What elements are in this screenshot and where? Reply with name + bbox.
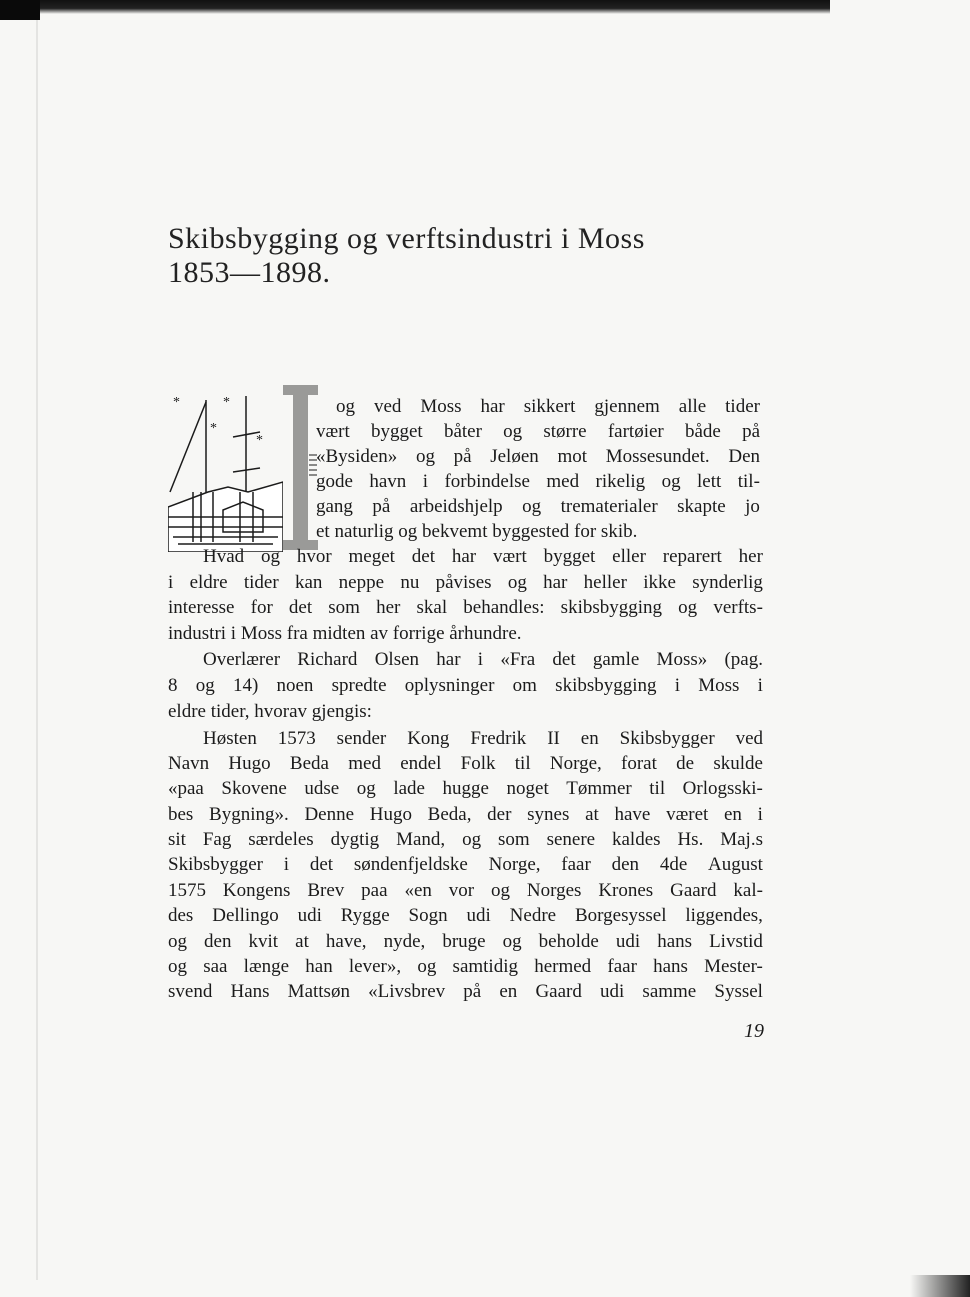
word: og bbox=[336, 396, 355, 417]
word: og bbox=[261, 546, 280, 567]
word: paa bbox=[361, 880, 388, 901]
word: Beda bbox=[289, 753, 329, 774]
word: der bbox=[487, 804, 512, 825]
word: bruge bbox=[442, 931, 486, 952]
word: og bbox=[462, 829, 482, 850]
word: om bbox=[512, 675, 537, 696]
word: at bbox=[295, 931, 309, 952]
word: saa bbox=[203, 956, 228, 977]
word: samtidig bbox=[452, 956, 518, 977]
word: og bbox=[415, 446, 435, 467]
word: og bbox=[356, 778, 376, 799]
word: 8 bbox=[168, 675, 178, 696]
word: med bbox=[546, 471, 580, 492]
word: og bbox=[507, 572, 527, 593]
word: sit bbox=[168, 829, 186, 850]
word: (pag. bbox=[724, 649, 763, 670]
word: II bbox=[547, 728, 560, 749]
word: og bbox=[417, 956, 437, 977]
word: faar bbox=[607, 956, 637, 977]
page-gutter bbox=[36, 20, 38, 1280]
word: eldre bbox=[189, 572, 228, 593]
word: Hugo bbox=[228, 753, 271, 774]
word: bygget bbox=[371, 421, 423, 442]
word: særdeles bbox=[248, 829, 314, 850]
word: Hans bbox=[230, 981, 270, 1002]
word: har bbox=[451, 546, 477, 567]
word: her bbox=[376, 597, 401, 618]
word: sender bbox=[336, 728, 387, 749]
word: har bbox=[543, 572, 568, 593]
word: faar bbox=[561, 854, 591, 875]
word: Moss bbox=[420, 396, 462, 417]
word: nyde, bbox=[383, 931, 426, 952]
text-line bbox=[203, 648, 763, 672]
word: søndenfjeldske bbox=[353, 854, 468, 875]
text-line bbox=[203, 727, 763, 751]
word: til bbox=[649, 778, 666, 799]
word: interesse bbox=[168, 597, 235, 618]
word: længe bbox=[243, 956, 290, 977]
word: spredte bbox=[331, 675, 387, 696]
word: på bbox=[453, 446, 472, 467]
text-line bbox=[316, 495, 760, 519]
word: have bbox=[614, 804, 651, 825]
word: kan bbox=[294, 572, 323, 593]
word: senere bbox=[546, 829, 596, 850]
svg-text:*: * bbox=[173, 395, 180, 410]
word: «Livsbrev bbox=[368, 981, 446, 1002]
word: Beda, bbox=[427, 804, 472, 825]
word: har bbox=[436, 649, 461, 670]
word: en bbox=[499, 981, 518, 1002]
word: Mand, bbox=[396, 829, 446, 850]
word: rikelig bbox=[595, 471, 646, 492]
text-line bbox=[168, 904, 763, 928]
word: kvit bbox=[248, 931, 279, 952]
word: påvises bbox=[435, 572, 492, 593]
word: på bbox=[742, 421, 760, 442]
word: har bbox=[480, 396, 505, 417]
word: synes bbox=[527, 804, 570, 825]
chapter-title: Skibsbygging og verftsindustri i Moss bbox=[168, 222, 645, 255]
word: Skovene bbox=[221, 778, 287, 799]
scan-edge-corner bbox=[0, 0, 40, 20]
word: vært bbox=[492, 546, 527, 567]
word: Orlogsski- bbox=[682, 778, 763, 799]
word: udi bbox=[297, 905, 322, 926]
word: samme bbox=[642, 981, 697, 1002]
text-line bbox=[168, 777, 763, 801]
word: den bbox=[204, 931, 232, 952]
word: Bygning». bbox=[209, 804, 289, 825]
word: udi bbox=[466, 905, 491, 926]
word: forat bbox=[621, 753, 657, 774]
word: gamle bbox=[592, 649, 640, 670]
word: hermed bbox=[534, 956, 592, 977]
word: Mossesundet. bbox=[605, 446, 710, 467]
word: en bbox=[724, 804, 742, 825]
word: gjennem bbox=[594, 396, 660, 417]
svg-text:*: * bbox=[256, 433, 263, 448]
text-line: industri i Moss fra midten av forrige århundre. bbox=[168, 623, 522, 644]
word: Norge, bbox=[488, 854, 541, 875]
text-line bbox=[168, 596, 763, 620]
word: August bbox=[708, 854, 763, 875]
word: til- bbox=[737, 471, 760, 492]
text-line bbox=[168, 980, 763, 1004]
word: beholde bbox=[538, 931, 599, 952]
word: på bbox=[463, 981, 482, 1002]
scan-edge-top bbox=[0, 0, 830, 14]
word: som bbox=[497, 829, 530, 850]
word: og bbox=[168, 956, 187, 977]
word: en bbox=[580, 728, 599, 749]
word: udi bbox=[600, 981, 625, 1002]
text-line bbox=[168, 853, 763, 877]
text-line bbox=[168, 879, 763, 903]
word: og bbox=[522, 496, 542, 517]
word: i bbox=[422, 471, 429, 492]
word: behandles: bbox=[463, 597, 545, 618]
word: de bbox=[676, 753, 695, 774]
word: havn bbox=[369, 471, 407, 492]
word: Sogn bbox=[408, 905, 448, 926]
word: Jeløen bbox=[490, 446, 539, 467]
word: Den bbox=[728, 446, 760, 467]
word: reparert bbox=[662, 546, 722, 567]
text-line bbox=[168, 930, 763, 954]
word: trematerialer bbox=[560, 496, 658, 517]
word: «paa bbox=[168, 778, 204, 799]
word: Norge, bbox=[549, 753, 602, 774]
word: på bbox=[372, 496, 391, 517]
text-line bbox=[168, 828, 763, 852]
word: Nedre bbox=[509, 905, 557, 926]
word: noen bbox=[276, 675, 314, 696]
text-line bbox=[336, 395, 760, 419]
word: skulde bbox=[713, 753, 763, 774]
word: Brev bbox=[307, 880, 345, 901]
svg-text:*: * bbox=[223, 395, 230, 410]
svg-text:*: * bbox=[210, 421, 217, 436]
word: oplysninger bbox=[404, 675, 495, 696]
word: større bbox=[543, 421, 587, 442]
word: Dellingo bbox=[212, 905, 279, 926]
word: Kongens bbox=[222, 880, 291, 901]
word: skal bbox=[416, 597, 448, 618]
word: og bbox=[503, 421, 523, 442]
word: og bbox=[661, 471, 681, 492]
word: arbeidshjelp bbox=[409, 496, 503, 517]
word: «Bysiden» bbox=[316, 446, 398, 467]
word: skibsbygging bbox=[555, 675, 657, 696]
word: og bbox=[502, 931, 522, 952]
word: gang bbox=[316, 496, 353, 517]
text-line bbox=[316, 420, 760, 444]
word: Moss» bbox=[656, 649, 708, 670]
word: bes bbox=[168, 804, 194, 825]
word: forbindelse bbox=[444, 471, 530, 492]
word: vor bbox=[448, 880, 475, 901]
word: have, bbox=[325, 931, 367, 952]
chapter-years: 1853—1898. bbox=[168, 256, 331, 289]
word: udse bbox=[304, 778, 340, 799]
word: Høsten bbox=[203, 728, 257, 749]
text-line: eldre tider, hvorav gjengis: bbox=[168, 701, 372, 722]
word: verfts- bbox=[713, 597, 763, 618]
word: Mattsøn bbox=[287, 981, 350, 1002]
word: for bbox=[250, 597, 273, 618]
word: været bbox=[666, 804, 709, 825]
word: mot bbox=[557, 446, 588, 467]
text-line bbox=[316, 470, 760, 494]
word: her bbox=[738, 546, 763, 567]
word: Hugo bbox=[369, 804, 412, 825]
word: den bbox=[611, 854, 640, 875]
text-line bbox=[168, 752, 763, 776]
word: Borgesyssel bbox=[574, 905, 667, 926]
word: liggendes, bbox=[685, 905, 763, 926]
word: hans bbox=[657, 931, 693, 952]
word: ved bbox=[735, 728, 763, 749]
word: neppe bbox=[338, 572, 385, 593]
word: Skibsbygger bbox=[168, 854, 263, 875]
text-line bbox=[168, 674, 763, 698]
word: tider bbox=[725, 396, 760, 417]
word: det bbox=[552, 649, 576, 670]
page-number: 19 bbox=[744, 1020, 764, 1042]
word: 1573 bbox=[277, 728, 316, 749]
word: og bbox=[168, 931, 187, 952]
word: tider bbox=[243, 572, 279, 593]
text-line bbox=[168, 571, 763, 595]
word: og bbox=[490, 880, 510, 901]
word: og bbox=[195, 675, 215, 696]
drop-cap-initial bbox=[283, 385, 318, 550]
word: heller bbox=[583, 572, 627, 593]
word: lett bbox=[697, 471, 722, 492]
word: båter bbox=[443, 421, 482, 442]
word: kal- bbox=[733, 880, 763, 901]
word: Denne bbox=[304, 804, 355, 825]
word: «en bbox=[404, 880, 432, 901]
word: 14) bbox=[232, 675, 259, 696]
word: Tømmer bbox=[566, 778, 632, 799]
word: eller bbox=[612, 546, 646, 567]
word: både bbox=[684, 421, 721, 442]
word: Gaard bbox=[535, 981, 582, 1002]
word: med bbox=[348, 753, 381, 774]
word: skibsbygging bbox=[560, 597, 663, 618]
text-line: et naturlig og bekvemt byggested for skib. bbox=[316, 521, 638, 542]
ship-illustration-icon bbox=[168, 392, 283, 552]
word: Richard bbox=[297, 649, 358, 670]
word: synderlig bbox=[692, 572, 763, 593]
word: 4de bbox=[659, 854, 688, 875]
word: og bbox=[678, 597, 698, 618]
word: «Fra bbox=[500, 649, 536, 670]
word: Overlærer bbox=[203, 649, 281, 670]
word: bygget bbox=[543, 546, 596, 567]
word: Skibsbygger bbox=[619, 728, 715, 749]
word: han bbox=[305, 956, 333, 977]
word: Fag bbox=[202, 829, 232, 850]
text-line bbox=[316, 445, 760, 469]
word: i bbox=[757, 675, 763, 696]
word: alle bbox=[678, 396, 707, 417]
word: des bbox=[168, 905, 194, 926]
word: Maj.s bbox=[720, 829, 763, 850]
word: Livstid bbox=[709, 931, 763, 952]
word: sikkert bbox=[523, 396, 576, 417]
scan-edge-bottom bbox=[910, 1275, 970, 1297]
word: til bbox=[514, 753, 531, 774]
word: endel bbox=[400, 753, 442, 774]
word: Folk bbox=[460, 753, 496, 774]
word: Syssel bbox=[714, 981, 763, 1002]
word: skapte bbox=[677, 496, 726, 517]
word: meget bbox=[348, 546, 395, 567]
word: hans bbox=[653, 956, 688, 977]
word: at bbox=[585, 804, 599, 825]
word: lever», bbox=[348, 956, 402, 977]
word: dygtig bbox=[330, 829, 380, 850]
word: Gaard bbox=[670, 880, 717, 901]
word: i bbox=[283, 854, 290, 875]
word: hvor bbox=[296, 546, 332, 567]
word: Hvad bbox=[203, 546, 245, 567]
word: Navn bbox=[168, 753, 210, 774]
word: udi bbox=[615, 931, 641, 952]
word: i bbox=[674, 675, 681, 696]
word: svend bbox=[168, 981, 213, 1002]
word: Kong bbox=[407, 728, 450, 749]
word: ikke bbox=[643, 572, 676, 593]
word: Hs. bbox=[677, 829, 704, 850]
word: Rygge bbox=[340, 905, 390, 926]
word: Krones bbox=[598, 880, 654, 901]
word: Olsen bbox=[374, 649, 420, 670]
word: hugge bbox=[442, 778, 489, 799]
text-line bbox=[168, 955, 763, 979]
word: vært bbox=[316, 421, 350, 442]
word: i bbox=[477, 649, 484, 670]
word: noget bbox=[506, 778, 549, 799]
word: gode bbox=[316, 471, 353, 492]
word: kaldes bbox=[612, 829, 661, 850]
word: i bbox=[757, 804, 763, 825]
word: det bbox=[411, 546, 436, 567]
word: Norges bbox=[526, 880, 582, 901]
word: Mester- bbox=[704, 956, 763, 977]
word: lade bbox=[393, 778, 425, 799]
word: Moss bbox=[698, 675, 740, 696]
word: fartøier bbox=[607, 421, 664, 442]
word: i bbox=[168, 572, 174, 593]
word: det bbox=[309, 854, 334, 875]
word: som bbox=[328, 597, 360, 618]
word: ved bbox=[373, 396, 402, 417]
word: det bbox=[288, 597, 313, 618]
word: jo bbox=[745, 496, 760, 517]
text-line bbox=[203, 545, 763, 569]
word: 1575 bbox=[168, 880, 206, 901]
word: Fredrik bbox=[470, 728, 527, 749]
text-line bbox=[168, 803, 763, 827]
word: nu bbox=[400, 572, 420, 593]
